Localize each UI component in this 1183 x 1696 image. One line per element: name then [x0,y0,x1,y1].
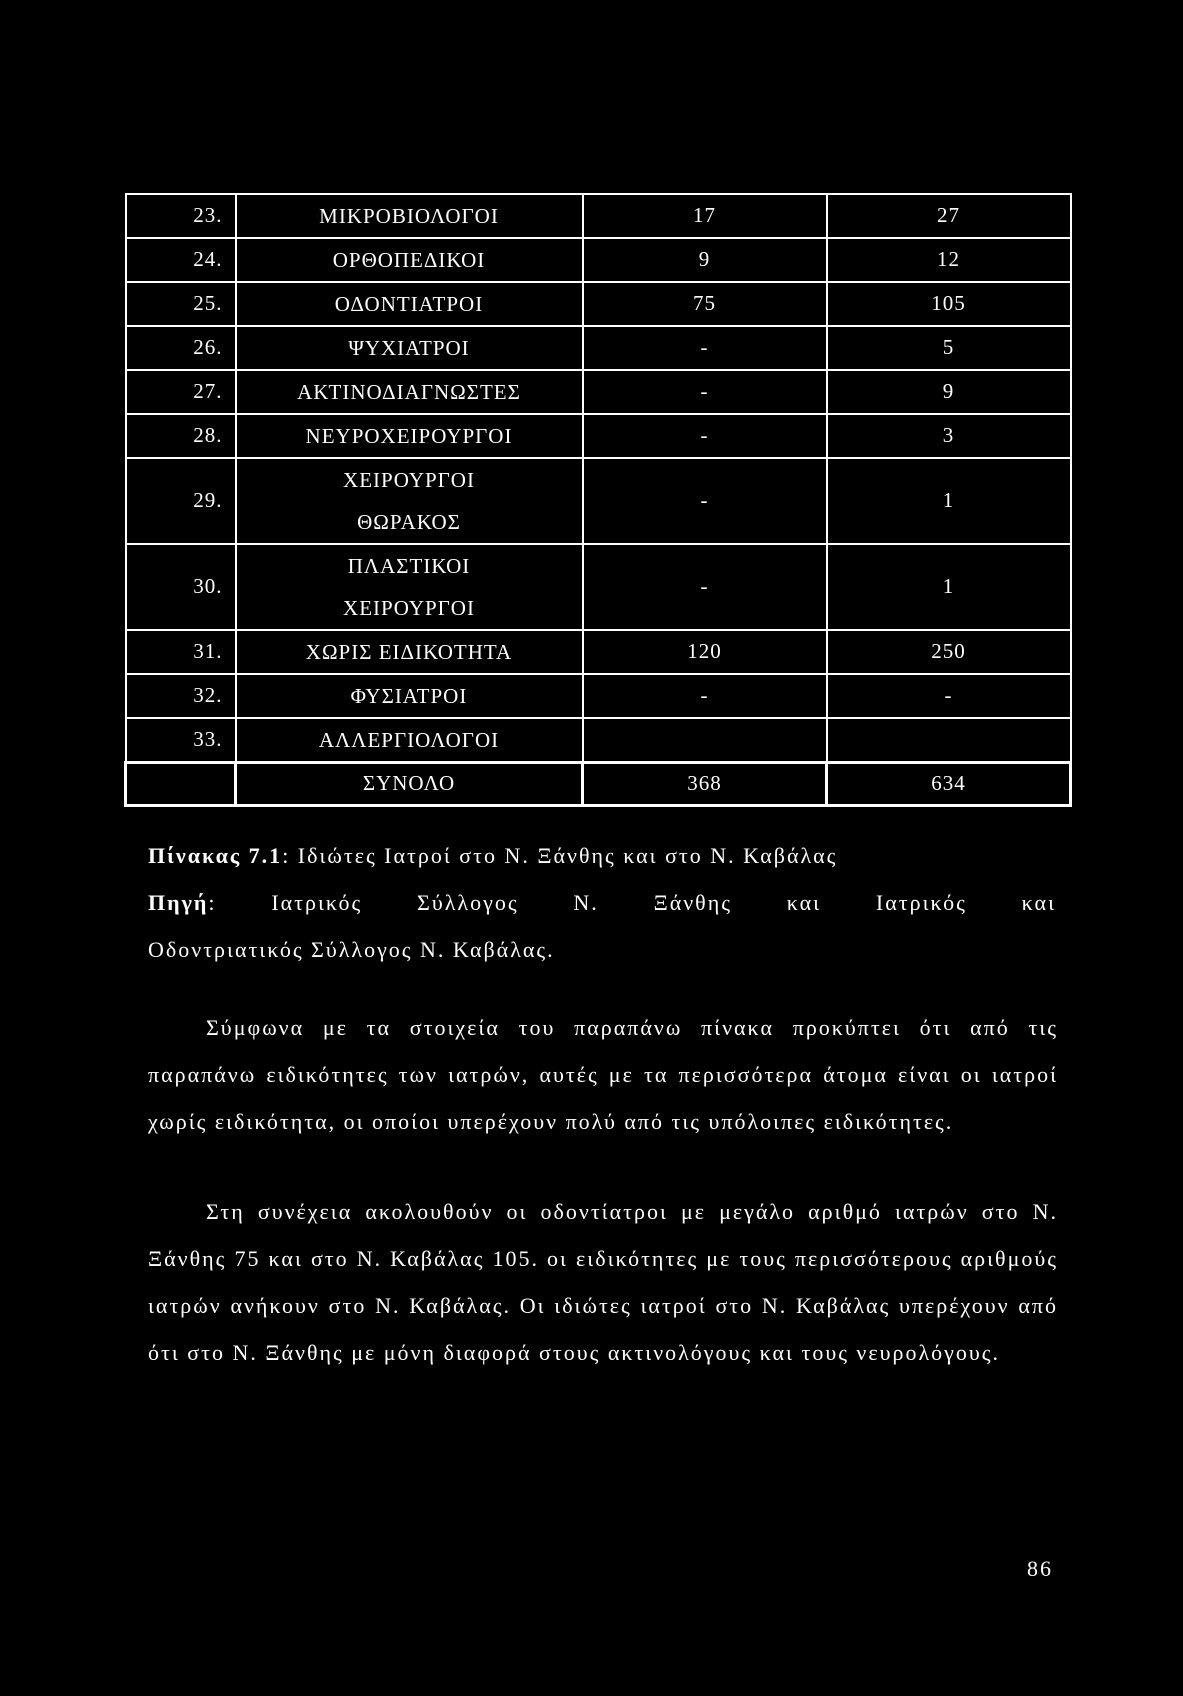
table-row [126,458,1071,544]
table-body [126,194,1071,806]
specialty-label: ΧΩΡΙΣ ΕΙΔΙΚΟΤΗΤΑ [305,640,513,664]
specialty-label: ΟΔΟΝΤΙΑΤΡΟΙ [334,292,484,316]
source-line [148,879,1056,926]
source-label: Πηγή [148,890,209,915]
xanthi-count-cell: - [583,414,827,458]
table-title: : Ιδιώτες Ιατροί στο Ν. Ξάνθης και στο Ν. Καβάλας [282,843,838,868]
page-number: 86 [1027,1556,1053,1581]
xanthi-count-cell: 75 [583,282,827,326]
specialty-cell [236,458,583,544]
total-number-cell [126,763,236,806]
table-row [126,370,1071,414]
kavala-count-cell: - [827,674,1071,718]
table-label: Πίνακας 7.1 [148,843,283,868]
specialty-label: ΦΥΣΙΑΤΡΟΙ [350,684,468,708]
specialty-label: ΑΛΛΕΡΓΙΟΛΟΓΟΙ [318,728,500,752]
specialty-cell [236,370,583,414]
xanthi-count-cell: - [583,326,827,370]
source-text: : Ιατρικός Σύλλογος Ν. Ξάνθης και Ιατρικός και [208,890,1056,915]
table-row [126,282,1071,326]
paragraph-1: Σύμφωνα με τα στοιχεία του παραπάνω πίνακα προκύπτει ότι από τις παραπάνω ειδικότητες των ιατρών, αυτές με τα περισσότερα άτομα είναι οι ιατροί χωρίς ειδικότητα, οι οποίοι υπερέχουν πολύ από τις υπόλοιπες ειδικότητες. [148,1015,1058,1134]
row-number-cell: 27. [126,370,236,414]
specialty-label: ΑΚΤΙΝΟΔΙΑΓΝΩΣΤΕΣ [297,380,521,404]
kavala-count-cell: 27 [827,194,1071,238]
kavala-count-cell: 3 [827,414,1071,458]
table-row [126,544,1071,630]
table-row [126,326,1071,370]
source-line-2: Οδοντριατικός Σύλλογος Ν. Καβάλας. [148,937,555,962]
paragraph-2: Στη συνέχεια ακολουθούν οι οδοντίατροι με μεγάλο αριθμό ιατρών στο Ν. Ξάνθης 75 και στο Ν. Καβάλας 105. οι ειδικότητες με τους περισσότερους αριθμούς ιατρών ανήκουν στο Ν. Καβάλας. Οι ιδιώτες ιατροί στο Ν. Καβάλας υπερέχουν από ότι στο Ν. Ξάνθης με μόνη διαφορά στους ακτινολόγους και τους νευρολόγους. [148,1199,1058,1365]
row-number-cell: 26. [126,326,236,370]
xanthi-count-cell: - [583,458,827,544]
total-kavala-cell: 634 [827,763,1071,806]
physicians-table [124,193,1072,807]
specialty-cell [236,718,583,763]
specialty-label: ΧΕΙΡΟΥΡΓΟΙ [343,468,475,492]
xanthi-count-cell: - [583,544,827,630]
specialty-cell [236,282,583,326]
table-row [126,414,1071,458]
specialty-cell [236,238,583,282]
specialty-cell [236,326,583,370]
table-row [126,718,1071,763]
specialty-label: ΠΛΑΣΤΙΚΟΙ [347,554,471,578]
row-number-cell: 29. [126,458,236,544]
specialty-cell [236,630,583,674]
total-xanthi-cell: 368 [583,763,827,806]
kavala-count-cell: 105 [827,282,1071,326]
table-row [126,630,1071,674]
total-label-cell: ΣΥΝΟΛΟ [236,763,583,806]
kavala-count-cell: 9 [827,370,1071,414]
specialty-cell [236,194,583,238]
row-number-cell: 25. [126,282,236,326]
kavala-count-cell [827,718,1071,763]
specialty-cell [236,674,583,718]
kavala-count-cell: 12 [827,238,1071,282]
row-number-cell: 33. [126,718,236,763]
xanthi-count-cell: 17 [583,194,827,238]
kavala-count-cell: 1 [827,458,1071,544]
xanthi-count-cell [583,718,827,763]
xanthi-count-cell: 9 [583,238,827,282]
row-number-cell: 30. [126,544,236,630]
specialty-label: ΟΡΘΟΠΕΔΙΚΟΙ [332,248,486,272]
table-row [126,674,1071,718]
table-caption [148,832,1056,879]
row-number-cell: 24. [126,238,236,282]
specialty-label: ΨΥΧΙΑΤΡΟΙ [348,336,470,360]
kavala-count-cell: 250 [827,630,1071,674]
specialty-cell [236,544,583,630]
specialty-label: ΝΕΥΡΟΧΕΙΡΟΥΡΓΟΙ [305,424,513,448]
xanthi-count-cell: - [583,370,827,414]
specialty-cell [236,414,583,458]
row-number-cell: 32. [126,674,236,718]
xanthi-count-cell: - [583,674,827,718]
row-number-cell: 23. [126,194,236,238]
specialty-label: ΧΕΙΡΟΥΡΓΟΙ [343,596,475,620]
kavala-count-cell: 5 [827,326,1071,370]
row-number-cell: 31. [126,630,236,674]
table-row [126,194,1071,238]
specialty-label: ΜΙΚΡΟΒΙΟΛΟΓΟΙ [319,204,499,228]
table-row [126,238,1071,282]
row-number-cell: 28. [126,414,236,458]
xanthi-count-cell: 120 [583,630,827,674]
total-row [126,763,1071,806]
kavala-count-cell: 1 [827,544,1071,630]
specialty-label: ΘΩΡΑΚΟΣ [357,510,461,534]
